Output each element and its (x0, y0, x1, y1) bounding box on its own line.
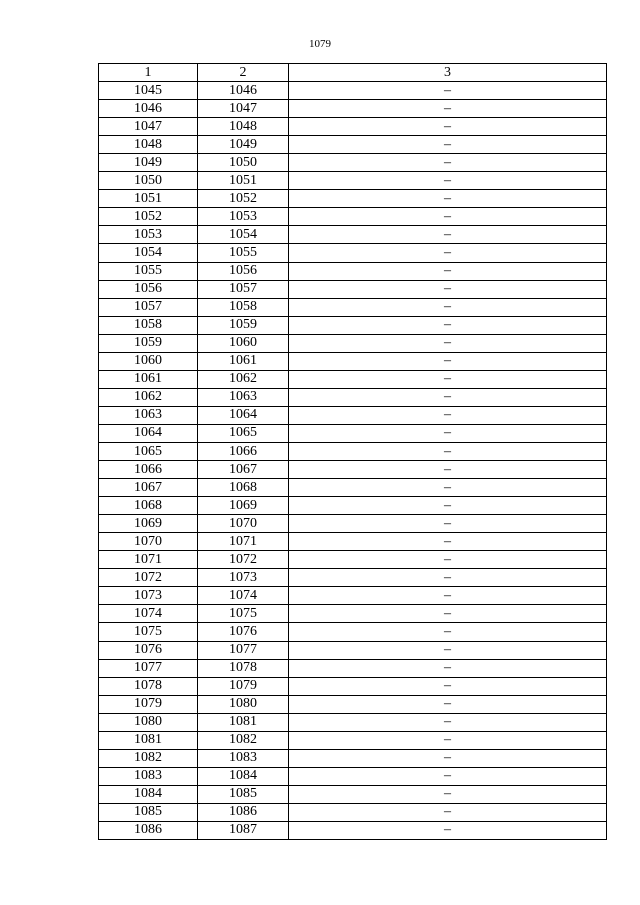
table-cell-col-2: 1085 (198, 785, 289, 803)
table-row (99, 136, 607, 154)
table-cell-col-1: 1078 (99, 677, 198, 695)
table-cell-col-2: 1086 (198, 803, 289, 821)
table-cell-col-3: – (289, 479, 607, 497)
table-row (99, 659, 607, 677)
table-cell-col-3: – (289, 82, 607, 100)
table-cell-col-2: 1082 (198, 731, 289, 749)
table-cell-col-2: 1081 (198, 713, 289, 731)
table-cell-col-2: 1050 (198, 154, 289, 172)
table-cell-col-2: 1048 (198, 118, 289, 136)
table-cell-col-2: 1059 (198, 316, 289, 334)
table-cell-col-3: – (289, 695, 607, 713)
table-cell-col-3: – (289, 749, 607, 767)
table-cell-col-1: 1081 (99, 731, 198, 749)
table-row (99, 461, 607, 479)
table-cell-col-3: – (289, 551, 607, 569)
table-cell-col-2: 1077 (198, 641, 289, 659)
table-row (99, 208, 607, 226)
table-row (99, 352, 607, 370)
table-cell-col-2: 1074 (198, 587, 289, 605)
table-cell-col-1: 1076 (99, 641, 198, 659)
table-cell-col-1: 1062 (99, 388, 198, 406)
table-row (99, 118, 607, 136)
table-cell-col-1: 1045 (99, 82, 198, 100)
table-cell-col-1: 1073 (99, 587, 198, 605)
table-cell-col-1: 1053 (99, 226, 198, 244)
table-cell-col-3: – (289, 497, 607, 515)
table-cell-col-1: 1054 (99, 244, 198, 262)
table-cell-col-1: 1046 (99, 100, 198, 118)
table-row (99, 82, 607, 100)
table-cell-col-2: 1073 (198, 569, 289, 587)
table-cell-col-1: 1079 (99, 695, 198, 713)
table-row (99, 587, 607, 605)
table-row (99, 280, 607, 298)
table-cell-col-1: 1051 (99, 190, 198, 208)
table-cell-col-1: 1074 (99, 605, 198, 623)
table-cell-col-3: – (289, 406, 607, 424)
data-table-container (98, 63, 606, 840)
table-cell-col-1: 1061 (99, 370, 198, 388)
table-cell-col-1: 1057 (99, 298, 198, 316)
column-header-2: 2 (198, 64, 289, 82)
table-row (99, 749, 607, 767)
table-cell-col-3: – (289, 605, 607, 623)
table-row (99, 569, 607, 587)
table-cell-col-3: – (289, 424, 607, 442)
table-cell-col-2: 1071 (198, 533, 289, 551)
table-cell-col-2: 1068 (198, 479, 289, 497)
table-cell-col-2: 1057 (198, 280, 289, 298)
table-cell-col-2: 1051 (198, 172, 289, 190)
table-cell-col-2: 1065 (198, 424, 289, 442)
table-cell-col-2: 1083 (198, 749, 289, 767)
table-row (99, 497, 607, 515)
table-cell-col-1: 1063 (99, 406, 198, 424)
table-cell-col-1: 1067 (99, 479, 198, 497)
table-row (99, 767, 607, 785)
table-cell-col-3: – (289, 172, 607, 190)
table-cell-col-3: – (289, 298, 607, 316)
table-cell-col-1: 1086 (99, 821, 198, 839)
table-cell-col-3: – (289, 659, 607, 677)
table-cell-col-3: – (289, 154, 607, 172)
table-cell-col-1: 1048 (99, 136, 198, 154)
table-cell-col-3: – (289, 731, 607, 749)
table-cell-col-3: – (289, 569, 607, 587)
table-cell-col-2: 1049 (198, 136, 289, 154)
table-header-row (99, 64, 607, 82)
table-cell-col-1: 1083 (99, 767, 198, 785)
table-row (99, 713, 607, 731)
table-row (99, 479, 607, 497)
table-row (99, 803, 607, 821)
table-cell-col-2: 1069 (198, 497, 289, 515)
table-cell-col-2: 1061 (198, 352, 289, 370)
table-cell-col-3: – (289, 587, 607, 605)
table-cell-col-3: – (289, 388, 607, 406)
table-cell-col-1: 1085 (99, 803, 198, 821)
table-cell-col-3: – (289, 118, 607, 136)
table-cell-col-2: 1079 (198, 677, 289, 695)
table-cell-col-1: 1049 (99, 154, 198, 172)
table-row (99, 406, 607, 424)
table-cell-col-2: 1076 (198, 623, 289, 641)
table-row (99, 785, 607, 803)
table-cell-col-2: 1054 (198, 226, 289, 244)
table-row (99, 370, 607, 388)
table-cell-col-2: 1046 (198, 82, 289, 100)
table-row (99, 731, 607, 749)
table-cell-col-1: 1060 (99, 352, 198, 370)
table-cell-col-2: 1078 (198, 659, 289, 677)
table-row (99, 190, 607, 208)
column-header-3: 3 (289, 64, 607, 82)
table-cell-col-2: 1056 (198, 262, 289, 280)
table-cell-col-3: – (289, 515, 607, 533)
table-row (99, 551, 607, 569)
table-row (99, 100, 607, 118)
table-row (99, 244, 607, 262)
table-row (99, 533, 607, 551)
table-cell-col-3: – (289, 262, 607, 280)
table-cell-col-1: 1072 (99, 569, 198, 587)
table-row (99, 316, 607, 334)
table-row (99, 677, 607, 695)
table-cell-col-1: 1064 (99, 424, 198, 442)
table-cell-col-2: 1047 (198, 100, 289, 118)
page-number: 1079 (309, 38, 331, 50)
table-cell-col-1: 1084 (99, 785, 198, 803)
table-cell-col-1: 1058 (99, 316, 198, 334)
table-cell-col-3: – (289, 244, 607, 262)
table-cell-col-3: – (289, 533, 607, 551)
table-cell-col-1: 1071 (99, 551, 198, 569)
table-cell-col-1: 1047 (99, 118, 198, 136)
table-row (99, 442, 607, 460)
table-cell-col-3: – (289, 208, 607, 226)
table-cell-col-2: 1067 (198, 461, 289, 479)
table-cell-col-3: – (289, 334, 607, 352)
table-cell-col-2: 1060 (198, 334, 289, 352)
table-cell-col-2: 1058 (198, 298, 289, 316)
table-cell-col-3: – (289, 190, 607, 208)
table-cell-col-3: – (289, 677, 607, 695)
table-cell-col-3: – (289, 785, 607, 803)
table-cell-col-2: 1063 (198, 388, 289, 406)
table-cell-col-3: – (289, 136, 607, 154)
data-table (98, 63, 607, 840)
table-cell-col-1: 1069 (99, 515, 198, 533)
table-cell-col-3: – (289, 442, 607, 460)
table-cell-col-3: – (289, 821, 607, 839)
table-cell-col-1: 1052 (99, 208, 198, 226)
table-cell-col-3: – (289, 352, 607, 370)
table-row (99, 424, 607, 442)
table-cell-col-1: 1070 (99, 533, 198, 551)
table-row (99, 334, 607, 352)
table-cell-col-1: 1050 (99, 172, 198, 190)
table-cell-col-2: 1066 (198, 442, 289, 460)
table-cell-col-3: – (289, 713, 607, 731)
table-cell-col-3: – (289, 803, 607, 821)
table-cell-col-1: 1077 (99, 659, 198, 677)
table-cell-col-2: 1064 (198, 406, 289, 424)
table-cell-col-2: 1052 (198, 190, 289, 208)
table-cell-col-3: – (289, 226, 607, 244)
table-cell-col-1: 1055 (99, 262, 198, 280)
table-row (99, 821, 607, 839)
table-cell-col-1: 1056 (99, 280, 198, 298)
table-cell-col-2: 1084 (198, 767, 289, 785)
table-row (99, 154, 607, 172)
table-cell-col-1: 1080 (99, 713, 198, 731)
table-cell-col-1: 1065 (99, 442, 198, 460)
table-body (99, 82, 607, 840)
table-row (99, 226, 607, 244)
column-header-1: 1 (99, 64, 198, 82)
table-row (99, 388, 607, 406)
table-row (99, 515, 607, 533)
table-cell-col-2: 1055 (198, 244, 289, 262)
table-cell-col-2: 1087 (198, 821, 289, 839)
table-row (99, 695, 607, 713)
table-cell-col-3: – (289, 100, 607, 118)
table-cell-col-1: 1068 (99, 497, 198, 515)
table-row (99, 623, 607, 641)
table-cell-col-2: 1053 (198, 208, 289, 226)
table-cell-col-3: – (289, 280, 607, 298)
table-row (99, 262, 607, 280)
table-cell-col-3: – (289, 767, 607, 785)
table-row (99, 641, 607, 659)
table-cell-col-2: 1072 (198, 551, 289, 569)
table-cell-col-2: 1080 (198, 695, 289, 713)
table-cell-col-1: 1082 (99, 749, 198, 767)
table-cell-col-3: – (289, 623, 607, 641)
table-cell-col-2: 1062 (198, 370, 289, 388)
table-row (99, 298, 607, 316)
table-cell-col-2: 1075 (198, 605, 289, 623)
table-cell-col-3: – (289, 461, 607, 479)
table-cell-col-1: 1066 (99, 461, 198, 479)
table-cell-col-3: – (289, 641, 607, 659)
table-cell-col-3: – (289, 370, 607, 388)
table-cell-col-2: 1070 (198, 515, 289, 533)
table-row (99, 172, 607, 190)
table-row (99, 605, 607, 623)
table-cell-col-1: 1075 (99, 623, 198, 641)
table-cell-col-1: 1059 (99, 334, 198, 352)
table-cell-col-3: – (289, 316, 607, 334)
